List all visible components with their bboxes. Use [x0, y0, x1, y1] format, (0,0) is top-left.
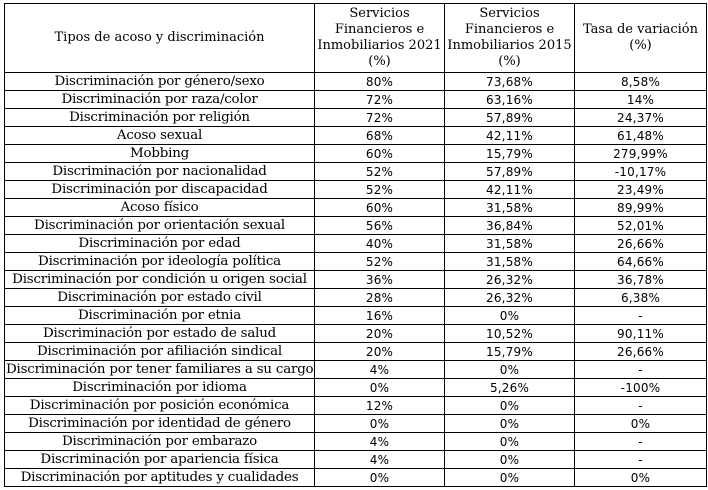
variation-cell: 279,99%	[575, 145, 707, 163]
type-cell: Discriminación por estado de salud	[5, 325, 315, 343]
variation-cell: 0%	[575, 469, 707, 487]
table-row	[5, 307, 707, 325]
value-2021-cell: 60%	[315, 199, 445, 217]
variation-cell: -10,17%	[575, 163, 707, 181]
value-2021-cell: 4%	[315, 433, 445, 451]
header-row	[5, 4, 707, 73]
value-2015-cell: 26,32%	[445, 271, 575, 289]
table-row	[5, 271, 707, 289]
value-2015-cell: 73,68%	[445, 73, 575, 91]
value-2015-cell: 26,32%	[445, 289, 575, 307]
variation-cell: 0%	[575, 415, 707, 433]
variation-cell: 14%	[575, 91, 707, 109]
value-2015-cell: 0%	[445, 361, 575, 379]
value-2021-cell: 20%	[315, 343, 445, 361]
table-row	[5, 451, 707, 469]
value-2021-cell: 12%	[315, 397, 445, 415]
variation-cell: -	[575, 307, 707, 325]
value-2021-cell: 0%	[315, 469, 445, 487]
table-row	[5, 127, 707, 145]
type-cell: Discriminación por etnia	[5, 307, 315, 325]
type-cell: Discriminación por idioma	[5, 379, 315, 397]
table-row	[5, 361, 707, 379]
table-row	[5, 109, 707, 127]
variation-cell: 61,48%	[575, 127, 707, 145]
header-2015: Servicios Financieros e Inmobiliarios 2015 (%)	[445, 4, 575, 73]
value-2015-cell: 57,89%	[445, 109, 575, 127]
harassment-discrimination-table	[4, 3, 707, 487]
value-2021-cell: 40%	[315, 235, 445, 253]
type-cell: Acoso sexual	[5, 127, 315, 145]
variation-cell: 23,49%	[575, 181, 707, 199]
type-cell: Discriminación por ideología política	[5, 253, 315, 271]
value-2021-cell: 72%	[315, 91, 445, 109]
value-2021-cell: 0%	[315, 379, 445, 397]
value-2015-cell: 42,11%	[445, 127, 575, 145]
type-cell: Discriminación por aptitudes y cualidades	[5, 469, 315, 487]
value-2021-cell: 16%	[315, 307, 445, 325]
table-row	[5, 379, 707, 397]
type-cell: Discriminación por posición económica	[5, 397, 315, 415]
header-2021: Servicios Financieros e Inmobiliarios 2021 (%)	[315, 4, 445, 73]
variation-cell: 52,01%	[575, 217, 707, 235]
value-2015-cell: 36,84%	[445, 217, 575, 235]
table-body	[5, 73, 707, 487]
type-cell: Mobbing	[5, 145, 315, 163]
type-cell: Discriminación por condición u origen social	[5, 271, 315, 289]
variation-cell: 90,11%	[575, 325, 707, 343]
type-cell: Discriminación por género/sexo	[5, 73, 315, 91]
type-cell: Acoso físico	[5, 199, 315, 217]
value-2021-cell: 68%	[315, 127, 445, 145]
variation-cell: -	[575, 451, 707, 469]
type-cell: Discriminación por edad	[5, 235, 315, 253]
type-cell: Discriminación por tener familiares a su cargo	[6, 361, 314, 377]
type-cell: Discriminación por raza/color	[5, 91, 315, 109]
variation-cell: -100%	[575, 379, 707, 397]
table-row	[5, 235, 707, 253]
value-2021-cell: 60%	[315, 145, 445, 163]
header-type: Tipos de acoso y discriminación	[5, 4, 315, 73]
value-2021-cell: 56%	[315, 217, 445, 235]
type-cell: Discriminación por estado civil	[5, 289, 315, 307]
value-2015-cell: 31,58%	[445, 253, 575, 271]
value-2021-cell: 72%	[315, 109, 445, 127]
table-row	[5, 199, 707, 217]
table-row	[5, 91, 707, 109]
table-row	[5, 181, 707, 199]
variation-cell: -	[575, 361, 707, 379]
variation-cell: 26,66%	[575, 235, 707, 253]
table-row	[5, 289, 707, 307]
value-2021-cell: 52%	[315, 253, 445, 271]
type-cell: Discriminación por embarazo	[5, 433, 315, 451]
variation-cell: 6,38%	[575, 289, 707, 307]
table-row	[5, 343, 707, 361]
value-2021-cell: 4%	[315, 361, 445, 379]
value-2015-cell: 0%	[445, 469, 575, 487]
table-row	[5, 469, 707, 487]
value-2021-cell: 4%	[315, 451, 445, 469]
table-row	[5, 217, 707, 235]
type-cell: Discriminación por orientación sexual	[5, 217, 315, 235]
type-cell: Discriminación por nacionalidad	[5, 163, 315, 181]
value-2015-cell: 0%	[445, 397, 575, 415]
value-2021-cell: 52%	[315, 181, 445, 199]
value-2015-cell: 5,26%	[445, 379, 575, 397]
type-cell: Discriminación por identidad de género	[5, 415, 315, 433]
variation-cell: 26,66%	[575, 343, 707, 361]
value-2015-cell: 42,11%	[445, 181, 575, 199]
value-2021-cell: 52%	[315, 163, 445, 181]
table-row	[5, 73, 707, 91]
variation-cell: 89,99%	[575, 199, 707, 217]
table-row	[5, 253, 707, 271]
variation-cell: -	[575, 397, 707, 415]
variation-cell: 24,37%	[575, 109, 707, 127]
table-header	[5, 4, 707, 73]
header-variation: Tasa de variación (%)	[575, 4, 707, 73]
value-2021-cell: 0%	[315, 415, 445, 433]
table-row	[5, 415, 707, 433]
value-2015-cell: 15,79%	[445, 343, 575, 361]
value-2015-cell: 63,16%	[445, 91, 575, 109]
value-2015-cell: 0%	[445, 307, 575, 325]
variation-cell: 8,58%	[575, 73, 707, 91]
table-row	[5, 145, 707, 163]
type-cell: Discriminación por apariencia física	[5, 451, 315, 469]
type-cell: Discriminación por discapacidad	[5, 181, 315, 199]
value-2021-cell: 36%	[315, 271, 445, 289]
table-row	[5, 325, 707, 343]
variation-cell: 64,66%	[575, 253, 707, 271]
value-2015-cell: 31,58%	[445, 199, 575, 217]
type-cell: Discriminación por afiliación sindical	[5, 343, 315, 361]
variation-cell: 36,78%	[575, 271, 707, 289]
table-row	[5, 433, 707, 451]
value-2021-cell: 20%	[315, 325, 445, 343]
variation-cell: -	[575, 433, 707, 451]
table-row	[5, 397, 707, 415]
value-2021-cell: 28%	[315, 289, 445, 307]
value-2015-cell: 0%	[445, 415, 575, 433]
value-2015-cell: 10,52%	[445, 325, 575, 343]
value-2015-cell: 15,79%	[445, 145, 575, 163]
value-2021-cell: 80%	[315, 73, 445, 91]
table-row	[5, 163, 707, 181]
value-2015-cell: 57,89%	[445, 163, 575, 181]
value-2015-cell: 31,58%	[445, 235, 575, 253]
value-2015-cell: 0%	[445, 433, 575, 451]
value-2015-cell: 0%	[445, 451, 575, 469]
type-cell: Discriminación por religión	[5, 109, 315, 127]
